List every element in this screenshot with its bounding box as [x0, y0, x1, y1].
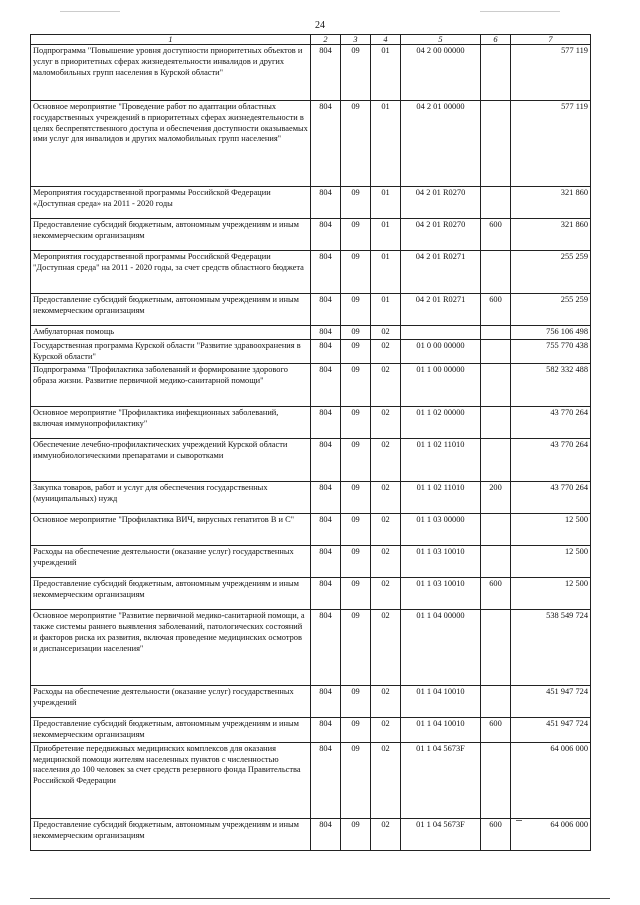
row-expense-type: [481, 742, 511, 818]
header-row: [31, 35, 591, 45]
row-name: Основное мероприятие "Проведение работ по адаптации областных государственных учреждений в приоритетных сферах жизнедеятельности в целях беспрепятственного доступа и обеспечения доступности оказываемых ими услуг для инвалидов и других маломобильных групп населения": [31, 101, 311, 187]
row-expense-type: [481, 610, 511, 686]
table-row: [31, 326, 591, 340]
row-amount: 582 332 488: [511, 364, 591, 407]
scan-noise: [480, 11, 560, 12]
row-amount: 451 947 724: [511, 718, 591, 743]
table-row: [31, 514, 591, 546]
table-row: [31, 686, 591, 718]
row-target-article: 04 2 00 00000: [401, 45, 481, 101]
table-body: [31, 45, 591, 851]
row-subsection: 02: [371, 610, 401, 686]
row-name: Мероприятия государственной программы Российской Федерации "Доступная среда" на 2011 - 2020 годы, за счет средств областного бюджета: [31, 251, 311, 294]
row-amount: 43 770 264: [511, 407, 591, 439]
row-grbs: 804: [311, 818, 341, 850]
row-name: Расходы на обеспечение деятельности (оказание услуг) государственных учреждений: [31, 686, 311, 718]
row-target-article: 01 0 00 00000: [401, 339, 481, 364]
row-subsection: 02: [371, 326, 401, 340]
row-amount: 321 860: [511, 219, 591, 251]
row-expense-type: 600: [481, 219, 511, 251]
row-amount: 12 500: [511, 578, 591, 610]
table-row: [31, 818, 591, 850]
row-name: Основное мероприятие "Развитие первичной медико-санитарной помощи, а также системы раннего выявления заболеваний, патологических состояний и факторов риска их развития, включая проведение медицинских осмотров и диспансеризации населения": [31, 610, 311, 686]
table-row: [31, 45, 591, 101]
row-grbs: 804: [311, 187, 341, 219]
row-section: 09: [341, 514, 371, 546]
row-grbs: 804: [311, 546, 341, 578]
row-subsection: 01: [371, 251, 401, 294]
row-amount: 451 947 724: [511, 686, 591, 718]
row-expense-type: [481, 407, 511, 439]
table-row: [31, 101, 591, 187]
row-expense-type: [481, 251, 511, 294]
row-amount: 64 006 000: [511, 742, 591, 818]
row-amount: 12 500: [511, 514, 591, 546]
row-subsection: 01: [371, 187, 401, 219]
row-grbs: 804: [311, 219, 341, 251]
row-amount: 538 549 724: [511, 610, 591, 686]
row-section: 09: [341, 546, 371, 578]
row-grbs: 804: [311, 364, 341, 407]
row-name: Основное мероприятие "Профилактика ВИЧ, вирусных гепатитов В и С": [31, 514, 311, 546]
row-expense-type: [481, 546, 511, 578]
row-target-article: 01 1 04 10010: [401, 718, 481, 743]
row-grbs: 804: [311, 407, 341, 439]
table-row: [31, 439, 591, 482]
row-expense-type: 600: [481, 578, 511, 610]
row-grbs: 804: [311, 251, 341, 294]
header-col-4: 4: [371, 35, 401, 45]
row-subsection: 02: [371, 364, 401, 407]
row-amount: 577 119: [511, 45, 591, 101]
page-number: 24: [315, 20, 325, 31]
row-section: 09: [341, 818, 371, 850]
header-col-2: 2: [311, 35, 341, 45]
row-section: 09: [341, 742, 371, 818]
row-grbs: 804: [311, 718, 341, 743]
header-col-3: 3: [341, 35, 371, 45]
table-row: [31, 578, 591, 610]
row-expense-type: [481, 339, 511, 364]
row-name: Государственная программа Курской области "Развитие здравоохранения в Курской области": [31, 339, 311, 364]
row-target-article: 01 1 04 00000: [401, 610, 481, 686]
row-expense-type: [481, 686, 511, 718]
table-row: [31, 294, 591, 326]
row-amount: 255 259: [511, 294, 591, 326]
row-name: Мероприятия государственной программы Российской Федерации «Доступная среда» на 2011 - 2020 годы: [31, 187, 311, 219]
row-name: Закупка товаров, работ и услуг для обеспечения государственных (муниципальных) нужд: [31, 482, 311, 514]
row-target-article: 04 2 01 00000: [401, 101, 481, 187]
row-section: 09: [341, 482, 371, 514]
row-name: Подпрограмма "Профилактика заболеваний и формирование здорового образа жизни. Развитие первичной медико-санитарной помощи": [31, 364, 311, 407]
row-target-article: [401, 326, 481, 340]
table-row: [31, 219, 591, 251]
row-expense-type: [481, 514, 511, 546]
row-amount: 64 006 000: [511, 818, 591, 850]
row-name: Предоставление субсидий бюджетным, автономным учреждениям и иным некоммерческим организациям: [31, 718, 311, 743]
header-col-1: 1: [31, 35, 311, 45]
row-name: Приобретение передвижных медицинских комплексов для оказания медицинской помощи жителям населенных пунктов с численностью населения до 100 человек за счет средств резервного фонда Правительства Российской Федерации: [31, 742, 311, 818]
row-subsection: 01: [371, 294, 401, 326]
row-amount: 755 770 438: [511, 339, 591, 364]
row-section: 09: [341, 718, 371, 743]
row-section: 09: [341, 187, 371, 219]
row-amount: 43 770 264: [511, 439, 591, 482]
row-expense-type: 600: [481, 718, 511, 743]
row-section: 09: [341, 407, 371, 439]
row-section: 09: [341, 326, 371, 340]
row-target-article: 01 1 02 11010: [401, 482, 481, 514]
row-expense-type: [481, 326, 511, 340]
row-amount: 12 500: [511, 546, 591, 578]
row-target-article: 01 1 03 00000: [401, 514, 481, 546]
row-name: Обеспечение лечебно-профилактических учреждений Курской области иммунобиологическими препаратами и сыворотками: [31, 439, 311, 482]
table-header: [31, 35, 591, 45]
row-grbs: 804: [311, 339, 341, 364]
row-target-article: 04 2 01 R0271: [401, 294, 481, 326]
row-expense-type: [481, 101, 511, 187]
row-amount: 577 119: [511, 101, 591, 187]
header-col-5: 5: [401, 35, 481, 45]
row-name: Предоставление субсидий бюджетным, автономным учреждениям и иным некоммерческим организациям: [31, 294, 311, 326]
row-name: Основное мероприятие "Профилактика инфекционных заболеваний, включая иммунопрофилактику": [31, 407, 311, 439]
row-subsection: 02: [371, 339, 401, 364]
row-section: 09: [341, 339, 371, 364]
row-section: 09: [341, 610, 371, 686]
row-amount: 321 860: [511, 187, 591, 219]
row-target-article: 04 2 01 R0270: [401, 219, 481, 251]
row-grbs: 804: [311, 45, 341, 101]
row-grbs: 804: [311, 482, 341, 514]
row-subsection: 02: [371, 818, 401, 850]
row-section: 09: [341, 45, 371, 101]
table-row: [31, 187, 591, 219]
row-section: 09: [341, 294, 371, 326]
row-subsection: 02: [371, 482, 401, 514]
budget-table: [30, 34, 591, 851]
row-subsection: 01: [371, 101, 401, 187]
row-target-article: 04 2 01 R0270: [401, 187, 481, 219]
row-amount: 756 106 498: [511, 326, 591, 340]
row-grbs: 804: [311, 742, 341, 818]
table-row: [31, 742, 591, 818]
table-row: [31, 364, 591, 407]
row-name: Предоставление субсидий бюджетным, автономным учреждениям и иным некоммерческим организациям: [31, 578, 311, 610]
row-target-article: 01 1 03 10010: [401, 546, 481, 578]
row-name: Предоставление субсидий бюджетным, автономным учреждениям и иным некоммерческим организациям: [31, 818, 311, 850]
table-row: [31, 482, 591, 514]
row-section: 09: [341, 219, 371, 251]
scan-noise: [60, 11, 120, 12]
header-col-6: 6: [481, 35, 511, 45]
row-subsection: 02: [371, 514, 401, 546]
header-col-7: 7: [511, 35, 591, 45]
table-row: [31, 546, 591, 578]
row-grbs: 804: [311, 514, 341, 546]
row-section: 09: [341, 439, 371, 482]
row-expense-type: 600: [481, 818, 511, 850]
row-grbs: 804: [311, 610, 341, 686]
row-section: 09: [341, 364, 371, 407]
row-grbs: 804: [311, 101, 341, 187]
row-subsection: 01: [371, 45, 401, 101]
row-target-article: 01 1 02 00000: [401, 407, 481, 439]
row-expense-type: [481, 187, 511, 219]
row-expense-type: 200: [481, 482, 511, 514]
row-name: Предоставление субсидий бюджетным, автономным учреждениям и иным некоммерческим организациям: [31, 219, 311, 251]
scan-mark: [516, 820, 522, 821]
row-subsection: 02: [371, 439, 401, 482]
row-amount: 255 259: [511, 251, 591, 294]
row-target-article: 01 1 04 5673F: [401, 742, 481, 818]
row-grbs: 804: [311, 578, 341, 610]
row-subsection: 02: [371, 578, 401, 610]
table-row: [31, 251, 591, 294]
row-subsection: 02: [371, 546, 401, 578]
row-subsection: 02: [371, 718, 401, 743]
row-name: Расходы на обеспечение деятельности (оказание услуг) государственных учреждений: [31, 546, 311, 578]
row-section: 09: [341, 578, 371, 610]
row-target-article: 01 1 02 11010: [401, 439, 481, 482]
table-row: [31, 718, 591, 743]
row-subsection: 02: [371, 407, 401, 439]
row-expense-type: [481, 439, 511, 482]
row-expense-type: [481, 45, 511, 101]
row-section: 09: [341, 101, 371, 187]
row-amount: 43 770 264: [511, 482, 591, 514]
row-grbs: 804: [311, 686, 341, 718]
row-grbs: 804: [311, 294, 341, 326]
row-subsection: 01: [371, 219, 401, 251]
row-section: 09: [341, 251, 371, 294]
row-target-article: 04 2 01 R0271: [401, 251, 481, 294]
table-row: [31, 407, 591, 439]
row-grbs: 804: [311, 439, 341, 482]
row-expense-type: 600: [481, 294, 511, 326]
row-section: 09: [341, 686, 371, 718]
row-name: Амбулаторная помощь: [31, 326, 311, 340]
row-target-article: 01 1 04 5673F: [401, 818, 481, 850]
row-name: Подпрограмма "Повышение уровня доступности приоритетных объектов и услуг в приоритетных сферах жизнедеятельности инвалидов и других маломобильных групп населения в Курской области": [31, 45, 311, 101]
row-subsection: 02: [371, 686, 401, 718]
row-target-article: 01 1 00 00000: [401, 364, 481, 407]
row-target-article: 01 1 04 10010: [401, 686, 481, 718]
page-bottom-rule: [30, 898, 610, 899]
row-target-article: 01 1 03 10010: [401, 578, 481, 610]
row-grbs: 804: [311, 326, 341, 340]
row-subsection: 02: [371, 742, 401, 818]
row-expense-type: [481, 364, 511, 407]
table-row: [31, 339, 591, 364]
table-row: [31, 610, 591, 686]
